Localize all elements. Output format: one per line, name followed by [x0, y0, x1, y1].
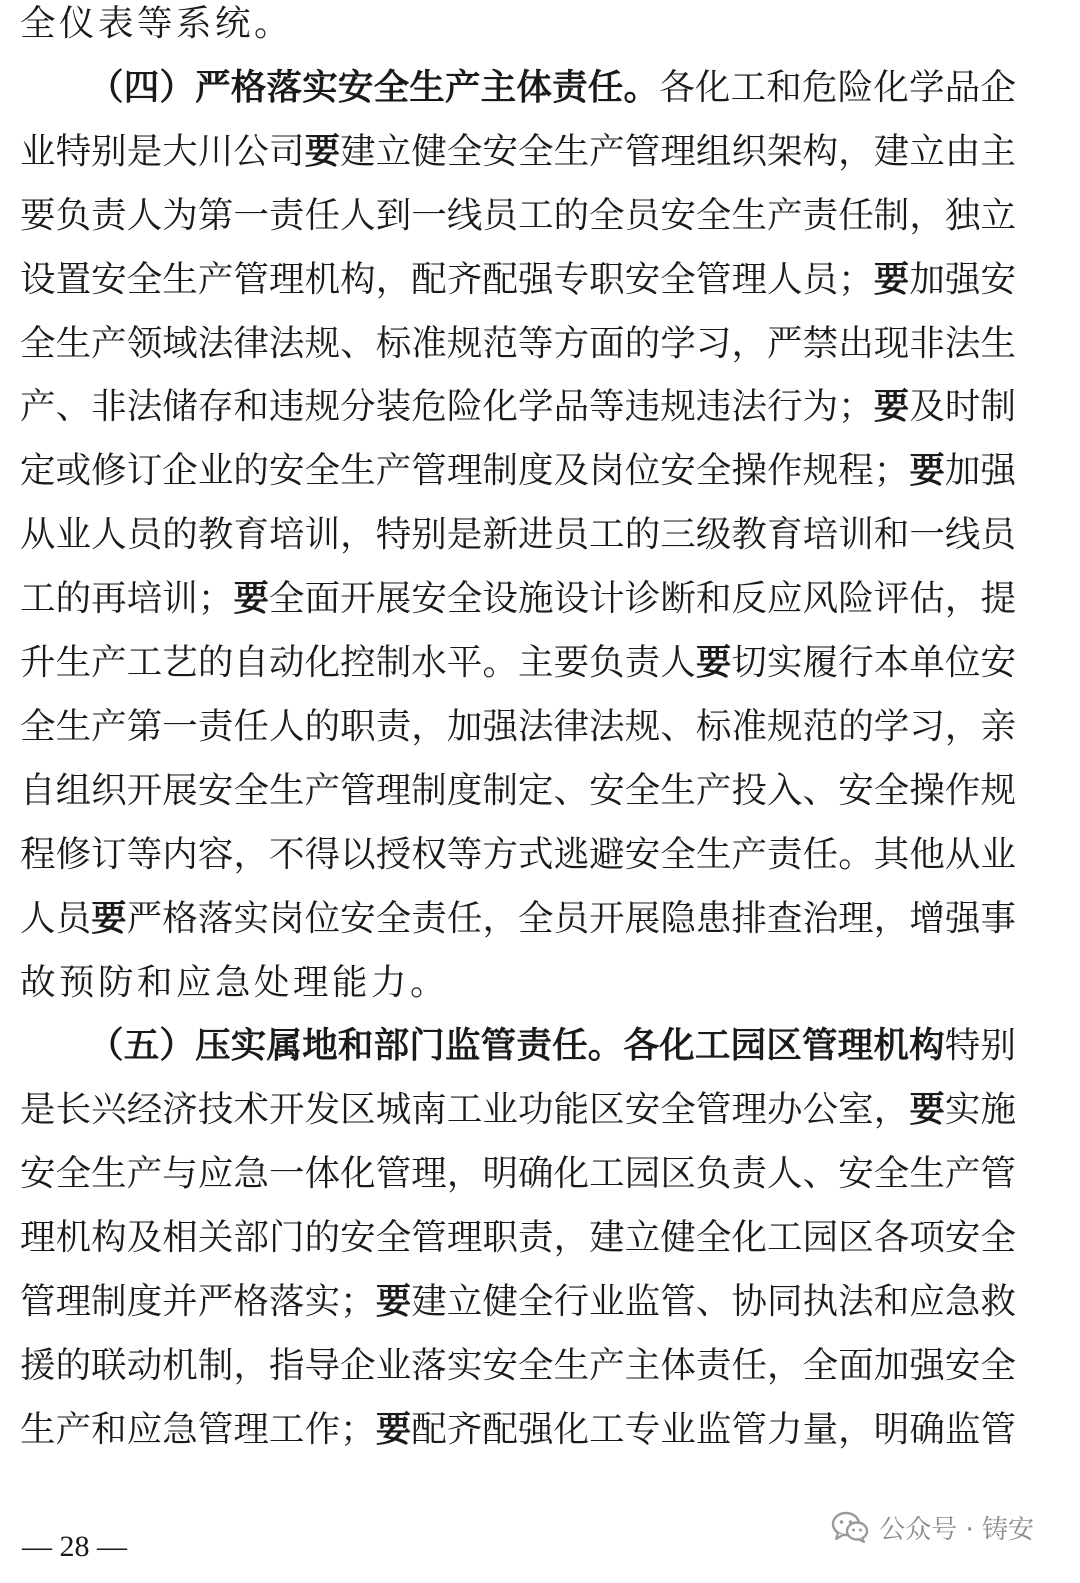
bold-text: 要 — [909, 1089, 945, 1131]
body-text: 程修订等内容，不得以授权等方式逃避安全生产责任。其他从业 — [20, 833, 1016, 875]
body-text: 配齐配强化工专业监管力量，明确监管 — [411, 1408, 1016, 1450]
body-text: 工的再培训； — [20, 578, 234, 620]
bold-text: 要 — [91, 897, 127, 939]
text-line — [20, 184, 1016, 248]
body-text: 业特别是大川公司 — [20, 130, 305, 172]
body-text: 安全生产与应急一体化管理，明确化工园区负责人、安全生产管 — [20, 1153, 1016, 1195]
body-text: 建立健全行业监管、协同执法和应急救 — [411, 1281, 1016, 1322]
body-text: 定或修订企业的安全生产管理制度及岗位安全操作规程； — [20, 450, 910, 492]
bold-text: 要 — [695, 642, 732, 683]
body-text: 设置安全生产管理机构，配齐配强专职安全管理人员； — [20, 258, 874, 300]
body-text: 自组织开展安全生产管理制度制定、安全生产投入、安全操作规 — [20, 769, 1016, 811]
text-line — [20, 1270, 1016, 1334]
text-line — [20, 759, 1016, 823]
text-line — [20, 1078, 1016, 1142]
bold-text: 要 — [909, 450, 945, 492]
body-text: 故预防和应急处理能力。 — [20, 961, 450, 1003]
text-line — [20, 1142, 1016, 1206]
watermark-text: 公众号 · 铸安 — [879, 1514, 1034, 1545]
page-number: — 28 — — [22, 1530, 127, 1563]
body-text: 是长兴经济技术开发区城南工业功能区安全管理办公室， — [20, 1089, 910, 1131]
body-text: 全生产领域法律法规、标准规范等方面的学习，严禁出现非法生 — [20, 322, 1016, 364]
text-line — [88, 56, 1016, 120]
text-line — [20, 439, 1016, 503]
body-text: 加强安 — [909, 258, 1016, 300]
bold-text: 要 — [375, 1281, 412, 1322]
body-text: 援的联动机制，指导企业落实安全生产主体责任，全面加强安全 — [20, 1344, 1016, 1386]
body-text: 从业人员的教育培训，特别是新进员工的三级教育培训和一线员 — [20, 514, 1016, 556]
body-text: 切实履行本单位安 — [731, 642, 1016, 683]
text-line — [20, 695, 1016, 759]
text-line — [20, 823, 1016, 887]
text-line — [20, 0, 1016, 56]
bold-text: 要 — [233, 578, 270, 620]
bold-text: 要 — [304, 130, 341, 172]
wechat-icon — [831, 1511, 869, 1543]
body-text: 要负责人为第一责任人到一线员工的全员安全生产责任制，独立 — [20, 194, 1016, 236]
text-line — [20, 375, 1016, 439]
wechat-watermark — [831, 1507, 1034, 1547]
body-text: 产、非法储存和违规分装危险化学品等违规违法行为； — [20, 386, 874, 428]
text-line — [20, 503, 1016, 567]
body-text: 人员 — [20, 897, 92, 939]
bold-text: 要 — [375, 1408, 412, 1450]
text-line — [20, 312, 1016, 376]
text-line — [20, 248, 1016, 312]
text-line — [20, 631, 1016, 695]
body-text: 升生产工艺的自动化控制水平。主要负责人 — [20, 642, 696, 683]
body-text: 及时制 — [909, 386, 1016, 428]
body-text: 实施 — [944, 1089, 1016, 1131]
bold-text: （五）压实属地和部门监管责任。各化工园区管理机构 — [88, 1025, 945, 1067]
body-text: 生产和应急管理工作； — [20, 1408, 376, 1450]
body-text: 全面开展安全设施设计诊断和反应风险评估，提 — [269, 578, 1016, 620]
text-line — [20, 1398, 1016, 1462]
text-line — [20, 567, 1016, 631]
body-text: 建立健全安全生产管理组织架构，建立由主 — [340, 130, 1016, 172]
bold-text: 要 — [873, 386, 910, 428]
text-line — [20, 120, 1016, 184]
text-line — [20, 1206, 1016, 1270]
bold-text: （四）严格落实安全生产主体责任。 — [88, 66, 660, 108]
body-text: 严格落实岗位安全责任，全员开展隐患排查治理，增强事 — [126, 897, 1016, 939]
text-line — [88, 1014, 1016, 1078]
text-line — [20, 887, 1016, 951]
text-line — [20, 1334, 1016, 1398]
body-text: 特别 — [944, 1025, 1016, 1067]
body-text: 理机构及相关部门的安全管理职责，建立健全化工园区各项安全 — [20, 1217, 1016, 1259]
bold-text: 要 — [873, 258, 910, 300]
body-text: 加强 — [944, 450, 1016, 492]
text-line — [20, 951, 1016, 1015]
body-text: 各化工和危险化学品企 — [659, 66, 1016, 108]
body-text: 全仪表等系统。 — [20, 3, 294, 44]
body-text: 全生产第一责任人的职责，加强法律法规、标准规范的学习，亲 — [20, 705, 1016, 747]
body-text: 管理制度并严格落实； — [20, 1281, 376, 1322]
